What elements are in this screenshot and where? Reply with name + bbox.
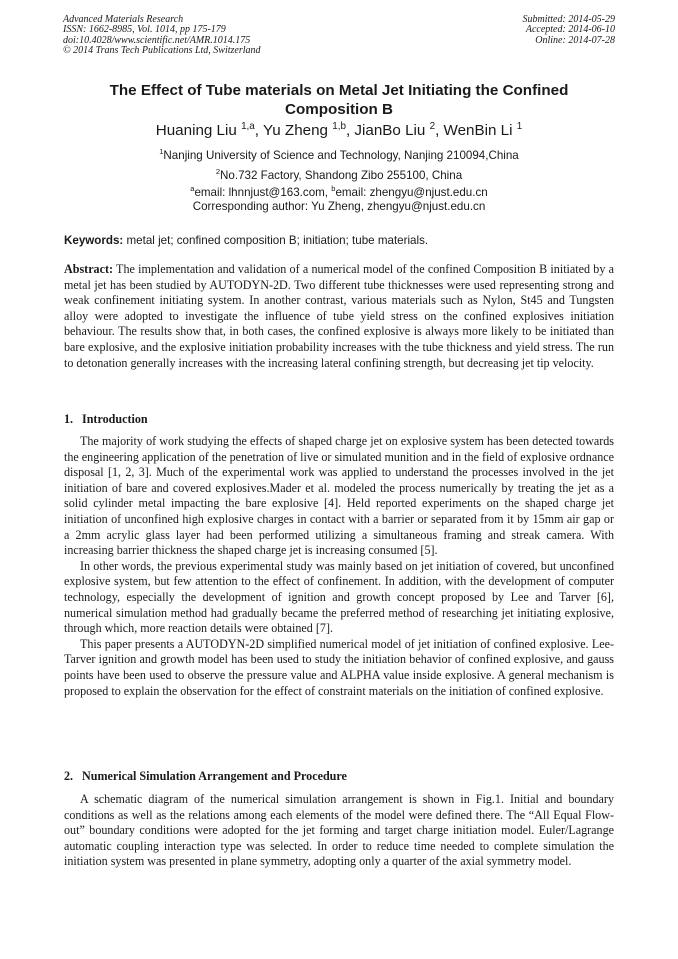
affiliation-mark: 1 [159, 147, 164, 157]
author-separator: , [435, 122, 444, 139]
keywords [64, 234, 428, 247]
corresponding-author: Corresponding author: Yu Zheng, zhengyu@njust.edu.cn [192, 200, 486, 213]
author-list [40, 122, 638, 139]
email-mark-a: a [190, 184, 195, 194]
abstract-label: Abstract: [64, 262, 114, 276]
email-mark-b: b [331, 184, 336, 194]
abstract-text: The implementation and validation of a numerical model of the confined Composition B initiated by a metal jet has been studied by AUTODYN-2D. Two different tube thicknesses were used representing strong and weak confinement initiating system. In another contrast, various materials such as Nylon, St45 and Tungsten alloy were adopted to investigate the influence of tube yield stress on the confined explosives initiation behaviour. The results show that, in both cases, the confined explosive is always more likely to be initiated than bare explosive, and the explosive initiation probability increases with the tube thickness and yield stress. The run to detonation generally increases with the increasing lateral confining strength, but decreasing jet tip velocity. [64, 262, 614, 370]
author-affiliation-mark: 1,a [241, 120, 255, 132]
author-emails [40, 186, 638, 199]
author-name: Huaning Liu [155, 122, 237, 139]
affiliation-mark: 2 [215, 167, 221, 177]
paragraph: In other words, the previous experimental study was mainly based on jet initiation of covered, but unconfined explosive system, but few attention to the effect of confinement. In addition, with the development of computer technology, especially the development of ignition and growth concept proposed by Lee and Tarver [6], numerical simulation method had gradually became the preferred method of researching jet initiating explosive, through which, more reaction details were obtained [7]. [64, 558, 614, 636]
paper-title: The Effect of Tube materials on Metal Jet Initiating the Confined Composition B [109, 82, 569, 118]
author-affiliation-mark: 2 [429, 120, 436, 132]
section-heading-numerical-simulation [64, 769, 347, 784]
accepted-date: Accepted: 2014-06-10 [525, 24, 615, 36]
affiliation-text: Nanjing University of Science and Technology, Nanjing 210094,China [163, 149, 519, 162]
introduction-body [64, 434, 614, 699]
email-a: email: lhnnjust@163.com, [194, 186, 332, 199]
author-name: Yu Zheng [262, 122, 328, 139]
author-affiliation-mark: 1,b [332, 120, 346, 132]
affiliation-2 [40, 169, 638, 182]
section-title: Introduction [82, 412, 148, 426]
copyright-line: © 2014 Trans Tech Publications Ltd, Switzerland [63, 45, 261, 57]
online-date: Online: 2014-07-28 [535, 34, 615, 46]
keywords-text: metal jet; confined composition B; initiation; tube materials. [123, 234, 429, 247]
author-affiliation-mark: 1 [516, 120, 523, 132]
author-name: JianBo Liu [354, 122, 426, 139]
journal-info [63, 15, 261, 57]
doi-line: doi:10.4028/www.scientific.net/AMR.1014.175 [63, 34, 251, 46]
author-separator: , [345, 122, 355, 139]
paragraph: The majority of work studying the effects of shaped charge jet on explosive system has been detected towards the engineering application of the penetration of live or simulated munition and in the field of explosive ordnance disposal [1, 2, 3]. Much of the experimental work was applied to understand the processes involved in the jet initiation of bare and covered explosives.Mader et al. modeled the process numerically by treating the jet as a solid cylinder metal impacting the bare explosive [4]. Held reported experiments on the shaped charge jet initiation of unconfined high explosive charges in contact with a barrier or separated from it by 15mm air gap or a 2mm acrylic glass layer had been performed utilizing a simultaneous framing and streak camera. With increasing barrier thickness the shaped charge jet is increasing consumed [5]. [64, 434, 614, 558]
section-title: Numerical Simulation Arrangement and Procedure [82, 769, 347, 783]
abstract [64, 262, 614, 371]
affiliation-text: No.732 Factory, Shandong Zibo 255100, China [220, 169, 463, 182]
keywords-label: Keywords: [64, 234, 124, 247]
submitted-date: Submitted: 2014-05-29 [522, 14, 615, 25]
section-number: 1. [64, 412, 74, 426]
affiliation-1 [40, 149, 638, 162]
journal-name: Advanced Materials Research [63, 14, 184, 25]
section-heading-introduction [64, 412, 148, 427]
email-b: email: zhengyu@njust.edu.cn [335, 186, 488, 199]
author-name: WenBin Li [443, 122, 513, 139]
author-separator: , [254, 122, 263, 139]
publication-dates [523, 15, 616, 46]
numerical-simulation-body [64, 792, 614, 870]
issn-line: ISSN: 1662-8985, Vol. 1014, pp 175-179 [63, 24, 226, 36]
paragraph: This paper presents a AUTODYN-2D simplified numerical model of jet initiation of confined explosive. Lee- Tarver ignition and growth model has been used to study the initiation behavior of confined explosive, and gauss points have been used to observe the pressure value and ALPHA value inside explosive. A general mechanism is proposed to explain the observation for the effect of constraint materials on the initiation of confined explosive. [64, 636, 614, 698]
paragraph: A schematic diagram of the numerical simulation arrangement is shown in Fig.1. Initial and boundary conditions as well as the relations among each elements of the model were defined there. The “All Equal Flow-out” boundary conditions were adopted for the jet forming and target charge initiation model. Euler/Lagrange automatic coupling interaction type was selected. In order to reduce time needed to complete simulation the initiation system was presented in plane symmetry, adopting only a quarter of the axial symmetry model. [64, 792, 614, 869]
section-number: 2. [64, 769, 74, 783]
